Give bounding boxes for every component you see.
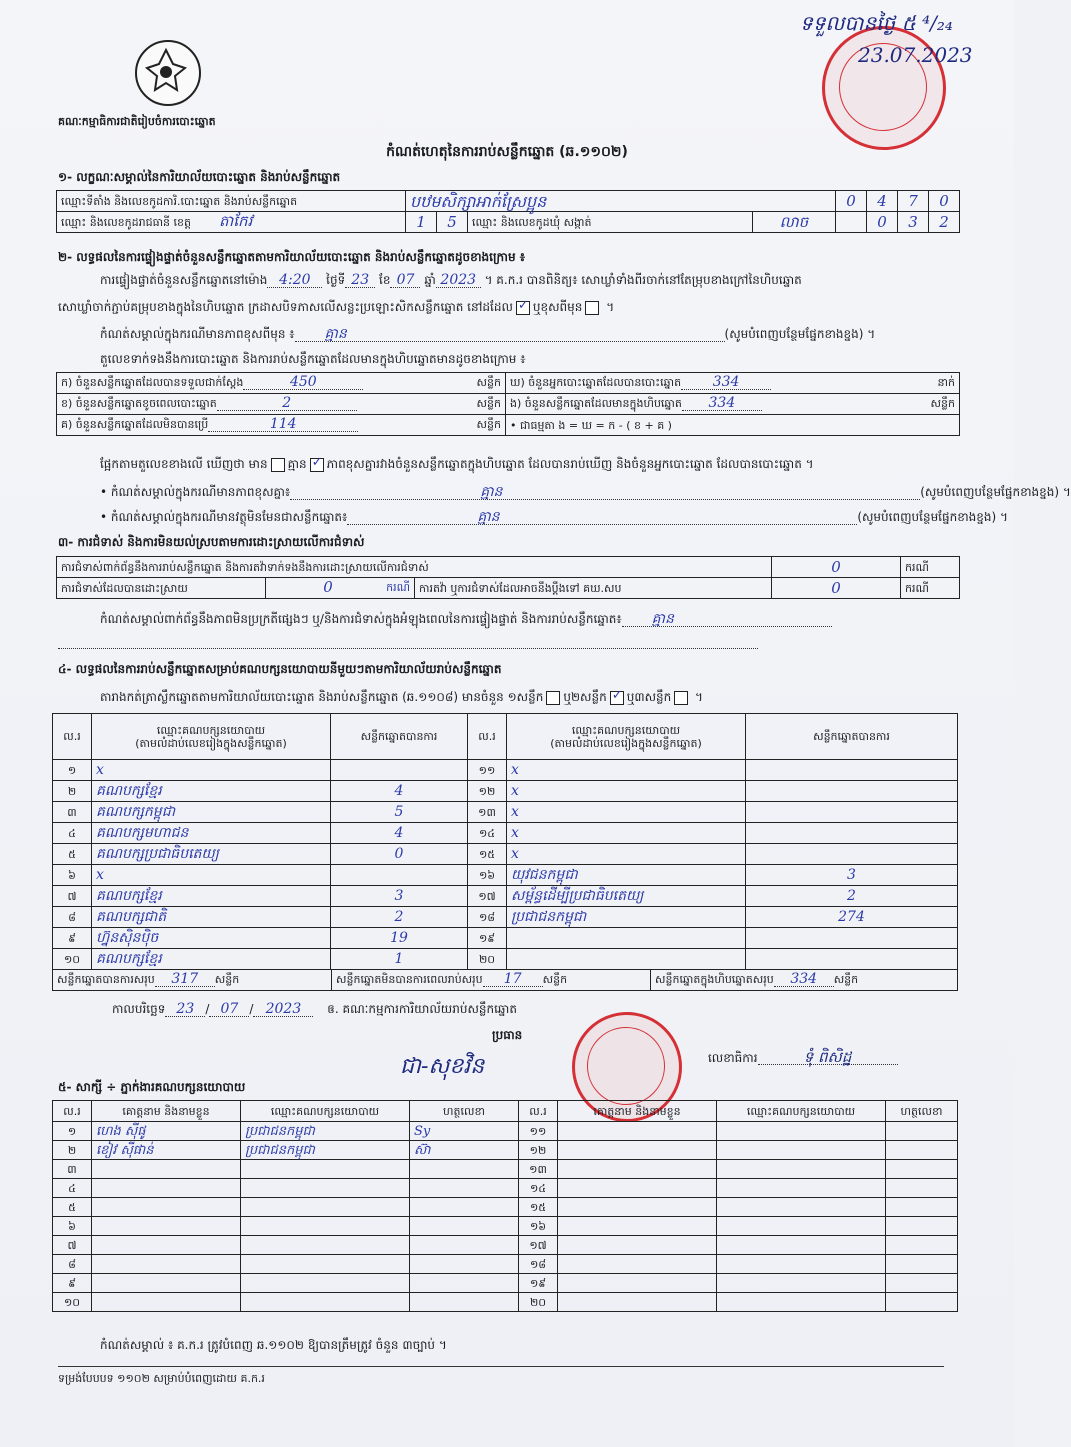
witness-name <box>558 1293 717 1312</box>
party-votes <box>746 802 958 823</box>
col-no-left: ល.រ <box>53 714 92 760</box>
seal-intact-checkbox[interactable] <box>516 301 530 315</box>
witness-party <box>241 1198 410 1217</box>
total-in-box: 334 <box>774 973 834 987</box>
witness-signature <box>886 1236 958 1255</box>
witness-party <box>241 1255 410 1274</box>
table-row <box>53 781 958 802</box>
row-no: ២ <box>53 1141 92 1160</box>
table-row <box>53 865 958 886</box>
spoiled-ballots: 2 <box>217 397 357 411</box>
row-no: ១ <box>53 1122 92 1141</box>
station-label: ឈ្មោះទីតាំង និងលេខកូដការិ.បោះឆ្នោត និងរាប់សន្លឹកឆ្នោត <box>57 191 406 212</box>
nec-logo <box>135 40 201 106</box>
diff-note-line: • កំណត់សម្គាល់ក្នុងករណីមានភាពខុសគ្នា៖ គ្មាន (សូមបំពេញបន្ថែមផ្នែកខាងខ្នង) ។ <box>100 484 1071 500</box>
witness-name <box>558 1274 717 1293</box>
province-code-1: 1 <box>406 212 437 233</box>
form-title: កំណត់ហេតុនៃការរាប់សន្លឹកឆ្នោត (ឆ.១១០២) <box>386 144 628 160</box>
witness-name <box>92 1293 241 1312</box>
party-votes <box>746 760 958 781</box>
table-row <box>53 844 958 865</box>
voters-count: 334 <box>681 376 771 390</box>
party-name: x <box>507 802 746 823</box>
table-row <box>53 1160 958 1179</box>
party-votes: 4 <box>331 823 468 844</box>
table-row <box>53 949 958 970</box>
table-row <box>53 802 958 823</box>
party-votes <box>746 949 958 970</box>
irregularity-note-line: កំណត់សម្គាល់ពាក់ព័ន្ធនឹងភាពមិនប្រក្រតីផ្សេងៗ ឬ/និងការជំទាស់ក្នុងអំឡុងពេលនៃការផ្ទៀងផ្ទាត់ និងការរាប់សន្លឹកឆ្នោត៖ គ្មាន <box>100 612 832 627</box>
row-no: ១៦ <box>519 1217 558 1236</box>
verify-month: 07 <box>390 273 420 288</box>
tally-intro: តារាងកត់ត្រាស្លឹកឆ្នោតតាមការិយាល័យបោះឆ្នោត និងរាប់សន្លឹកឆ្នោត (ឆ.១១០៨) មានចំនួន ១សន្លឹក ឬ២សន្លឹក✓ ឬ៣សន្លឹក ។ <box>100 690 703 705</box>
witness-signature <box>886 1217 958 1236</box>
row-no: ៦ <box>53 865 92 886</box>
witness-party <box>717 1160 886 1179</box>
witness-name <box>92 1274 241 1293</box>
received-date: 23.07.2023 <box>858 43 973 67</box>
row-no: ៧ <box>53 1236 92 1255</box>
witness-party <box>717 1198 886 1217</box>
sign-month: 07 <box>209 1002 249 1017</box>
witness-name <box>558 1255 717 1274</box>
witness-party <box>241 1217 410 1236</box>
section5-title: ៥- សាក្សី ÷ ភ្នាក់ងារគណបក្សនយោបាយ <box>58 1080 246 1094</box>
witness-name <box>92 1236 241 1255</box>
table-row <box>53 1255 958 1274</box>
received-ballots: 450 <box>243 376 363 390</box>
party-votes <box>331 865 468 886</box>
table-row <box>53 1217 958 1236</box>
row-no: ១៨ <box>519 1255 558 1274</box>
commune-code-2: 3 <box>898 212 929 233</box>
signing-date-line: កាលបរិច្ឆេទ 23 / 07 / 2023 ឲ. គណៈកម្មការការិយាល័យរាប់សន្លឹកឆ្នោត <box>112 1001 517 1017</box>
figures-intro: តួលេខទាក់ទងនឹងការបោះឆ្នោត និងការរាប់សន្លឹកឆ្នោតដែលមានក្នុងហិបឆ្នោតមានដូចខាងក្រោម ៖ <box>100 352 526 366</box>
witness-party <box>241 1179 410 1198</box>
table-row <box>53 1141 958 1160</box>
commune-label: ឈ្មោះ និងលេខកូដឃុំ សង្កាត់ <box>468 212 753 233</box>
party-name <box>507 928 746 949</box>
witness-signature <box>410 1198 519 1217</box>
witness-signature <box>410 1255 519 1274</box>
no-difference-checkbox[interactable] <box>310 458 324 472</box>
row-no: ១០ <box>53 1293 92 1312</box>
section2-title: ២- លទ្ធផលនៃការផ្ទៀងផ្ទាត់ចំនួនសន្លឹកឆ្នោតតាមការិយាល័យបោះឆ្នោត និងរាប់សន្លឹកឆ្នោតដូចខាងក្រោម ៖ <box>58 250 526 264</box>
witness-party <box>241 1293 410 1312</box>
table-row <box>53 760 958 781</box>
witness-party <box>717 1293 886 1312</box>
witness-signature <box>886 1122 958 1141</box>
party-votes: 2 <box>746 886 958 907</box>
party-votes: 19 <box>331 928 468 949</box>
party-name: x <box>92 865 331 886</box>
object-note-value: គ្មាន <box>347 510 857 525</box>
unused-ballots: 114 <box>208 418 358 432</box>
row-no: ៤ <box>53 823 92 844</box>
row-no: ១២ <box>519 1141 558 1160</box>
province-label: ឈ្មោះ និងលេខកូដរាជធានី ខេត្ត តាកែវ <box>57 212 406 233</box>
station-code-2: 4 <box>867 191 898 212</box>
witness-name <box>92 1160 241 1179</box>
row-no: ៨ <box>53 1255 92 1274</box>
party-name: គណបក្សខ្មែរ <box>92 781 331 802</box>
row-no: ១៩ <box>468 928 507 949</box>
row-no: ៣ <box>53 802 92 823</box>
footer-divider <box>58 1366 944 1367</box>
party-name: គណបក្សជាតិ <box>92 907 331 928</box>
object-note-line: • កំណត់សម្គាល់ក្នុងករណីមានវត្ថុមិនមែនជាសន្លឹកឆ្នោត៖ គ្មាន (សូមបំពេញបន្ថែមផ្នែកខាងខ្នង) ។ <box>100 509 1008 525</box>
row-no: ៧ <box>53 886 92 907</box>
row-no: ៩ <box>53 928 92 949</box>
witness-signature <box>410 1160 519 1179</box>
party-votes: 3 <box>746 865 958 886</box>
witness-party <box>717 1122 886 1141</box>
section3-title: ៣- ការជំទាស់ និងការមិនយល់ស្របតាមការដោះស្រាយលើការជំទាស់ <box>58 535 365 549</box>
witness-party <box>241 1160 410 1179</box>
station-code-3: 7 <box>898 191 929 212</box>
party-name: x <box>507 781 746 802</box>
seal-changed-checkbox[interactable] <box>585 301 599 315</box>
witness-name <box>558 1236 717 1255</box>
resolved-label: ការជំទាស់ដែលបានដោះស្រាយ <box>57 578 266 599</box>
irregularity-note-value: គ្មាន <box>622 612 832 627</box>
row-no: ១៨ <box>468 907 507 928</box>
witness-table: ល.រ គោត្តនាម និងនាមខ្លួន ឈ្មោះគណបក្សនយោបាយ ហត្ថលេខា ល.រ គោត្តនាម និងនាមខ្លួន ឈ្មោះគណបក្សនយោបាយ ហត្ថលេខា ១ ហេង ស៊ីផូ ប្រជាជនកម្ពុជា Sy ១១ ២ ខៀវ ស៊ីផាន់ ប្រជាជនកម្ពុជា ស៊ា ១២ ៣ ១៣ ៤ ១៤ ៥ ១៥ ៦ ១៦ ៧ ១៧ ៨ ១៨ ៩ ១៩ ១០ ២០ <box>52 1100 958 1312</box>
witness-signature <box>886 1293 958 1312</box>
row-no: ១៦ <box>468 865 507 886</box>
witness-signature <box>886 1179 958 1198</box>
witness-name <box>92 1217 241 1236</box>
party-name: ប្រជាជនកម្ពុជា <box>507 907 746 928</box>
row-no: ២០ <box>519 1293 558 1312</box>
verification-line: ការផ្ទៀងផ្ទាត់ចំនួនសន្លឹកឆ្នោតនៅម៉ោង 4:20 ថ្ងៃទី 23 ខែ 07 ឆ្នាំ 2023 ។ គ.ក.រ បានពិនិត្យ៖ សោឃ្លាំទាំងពីរចាក់នៅតែម្រុបខាងក្រៅនៃហិបឆ្នោត <box>100 272 802 288</box>
party-votes: 2 <box>331 907 468 928</box>
row-no: ១៥ <box>519 1198 558 1217</box>
table-row <box>53 1198 958 1217</box>
witness-name <box>92 1179 241 1198</box>
party-name: ហ្វ៊ុនស៊ិនប៉ិច <box>92 928 331 949</box>
party-name <box>507 949 746 970</box>
witness-name: ខៀវ ស៊ីផាន់ <box>92 1141 241 1160</box>
chair-signature: ជា-សុខវិន <box>400 1054 485 1079</box>
formula: • ជាធម្មតា ង = ឃ = ក - ( ខ + គ ) <box>506 415 960 436</box>
total-invalid: 17 <box>483 973 543 987</box>
appeal-label: ការតវ៉ា ឬការជំទាស់ដែលអាចនឹងប្តឹងទៅ គឃ.សប <box>415 578 772 599</box>
witness-name <box>92 1198 241 1217</box>
diff-note-value: គ្មាន <box>290 485 920 500</box>
row-no: ១៥ <box>468 844 507 865</box>
section1-title: ១- លក្ខណៈសម្គាល់នៃការិយាល័យបោះឆ្នោត និងរាប់សន្លឹកឆ្នោត <box>58 170 341 184</box>
section4-title: ៤- លទ្ធផលនៃការរាប់សន្លឹកឆ្នោតសម្រាប់គណបក្សនយោបាយនីមួយៗតាមការិយាល័យរាប់សន្លឹកឆ្នោត <box>58 662 502 676</box>
witness-signature <box>410 1274 519 1293</box>
witness-signature <box>886 1160 958 1179</box>
station-code-1: 0 <box>836 191 867 212</box>
party-results-table: ល.រ ឈ្មោះគណបក្សនយោបាយ (តាមលំដាប់លេខរៀងក្នុងសន្លឹកឆ្នោត) សន្លឹកឆ្នោតបានការ ល.រ ឈ្មោះគណបក្សនយោបាយ (តាមលំដាប់លេខរៀងក្នុងសន្លឹកឆ្នោត) សន្លឹកឆ្នោតបានការ ១ x ១១ x ២ គណបក្សខ្មែរ 4 ១២ x ៣ គណបក្សកម្ពុជា 5 ១៣ x ៤ គណបក្សមហាជន 4 ១៤ x ៥ គណបក្សប្រជាធិបតេយ្យ 0 ១៥ x ៦ x ១៦ យុវជនកម្ពុជា 3 ៧ គណបក្សខ្មែរ 3 ១៧ សម្ព័ន្ធដើម្បីប្រជាធិបតេយ្យ 2 ៨ គណបក្សជាតិ 2 ១៨ ប្រជាជនកម្ពុជា 274 ៩ ហ្វ៊ុនស៊ិនប៉ិច 19 ១៩ ១០ គណបក្សខ្មែរ 1 ២០ សន្លឹកឆ្នោតបានការសរុប 317 សន្លឹក សន្លឹកឆ្នោតមិនបានការពេលរាប់សរុប 17 សន្លឹក សន្លឹកឆ្នោតក្នុងហិបឆ្នោតសរុប 334 សន្លឹក <box>52 713 958 991</box>
party-votes: 5 <box>331 802 468 823</box>
party-votes: 1 <box>331 949 468 970</box>
party-name: x <box>507 844 746 865</box>
witness-name <box>558 1160 717 1179</box>
station-code-4: 0 <box>929 191 960 212</box>
station-info-table <box>56 190 960 233</box>
row-no: ២០ <box>468 949 507 970</box>
party-name: សម្ព័ន្ធដើម្បីប្រជាធិបតេយ្យ <box>507 886 746 907</box>
row-no: ១៣ <box>519 1160 558 1179</box>
witness-name <box>558 1198 717 1217</box>
total-valid: 317 <box>155 973 215 987</box>
table-row <box>53 1122 958 1141</box>
witness-party <box>717 1141 886 1160</box>
row-no: ៦ <box>53 1217 92 1236</box>
witness-name <box>92 1255 241 1274</box>
witness-party <box>241 1274 410 1293</box>
commune-code-1: 0 <box>867 212 898 233</box>
witness-party <box>717 1179 886 1198</box>
witness-signature <box>410 1236 519 1255</box>
witness-signature <box>886 1198 958 1217</box>
witness-party: ប្រជាជនកម្ពុជា <box>241 1122 410 1141</box>
witness-party: ប្រជាជនកម្ពុជា <box>241 1141 410 1160</box>
witness-party <box>717 1236 886 1255</box>
table-row <box>53 1236 958 1255</box>
row-no: ១៤ <box>468 823 507 844</box>
row-no: ៨ <box>53 907 92 928</box>
witness-name <box>558 1179 717 1198</box>
party-name: គណបក្សប្រជាធិបតេយ្យ <box>92 844 331 865</box>
row-no: ៤ <box>53 1179 92 1198</box>
row-no: ១ <box>53 760 92 781</box>
witness-party <box>717 1255 886 1274</box>
party-name: យុវជនកម្ពុជា <box>507 865 746 886</box>
witness-signature <box>886 1141 958 1160</box>
row-no: ១១ <box>519 1122 558 1141</box>
secretary-signature: ទុំ ពិសិដ្ឋ <box>758 1050 898 1065</box>
col-no-right: ល.រ <box>468 714 507 760</box>
ballots-in-box: 334 <box>682 397 762 411</box>
witness-signature: Sy <box>410 1122 519 1141</box>
station-name: បឋមសិក្សាអាក់ស្រែប្អូន <box>406 191 836 212</box>
table-row <box>53 928 958 949</box>
witness-party <box>717 1274 886 1293</box>
sign-year: 2023 <box>253 1002 313 1017</box>
objections-count: 0 <box>772 557 901 578</box>
witness-name <box>558 1141 717 1160</box>
commune-name: លាច <box>752 212 835 233</box>
party-votes: 4 <box>331 781 468 802</box>
party-votes: 274 <box>746 907 958 928</box>
secretary-line: លេខាធិការ ទុំ ពិសិដ្ឋ <box>708 1050 898 1065</box>
row-no: ៣ <box>53 1160 92 1179</box>
org-name: គណៈកម្មាធិការជាតិរៀបចំការបោះឆ្នោត <box>58 115 216 128</box>
party-name: x <box>507 760 746 781</box>
row-no: ១៣ <box>468 802 507 823</box>
party-votes <box>746 844 958 865</box>
table-row <box>53 1274 958 1293</box>
witness-signature <box>410 1217 519 1236</box>
appeal-count: 0 <box>772 578 901 599</box>
witness-signature: ស៊ា <box>410 1141 519 1160</box>
footnote: កំណត់សម្គាល់ ៖ គ.ក.រ ត្រូវបំពេញ ឆ.១១០២ ឱ្យបានត្រឹមត្រូវ ចំនួន ៣ច្បាប់ ។ <box>100 1338 447 1352</box>
three-sheets-checkbox[interactable] <box>674 691 688 705</box>
objections-label: ការជំទាស់ពាក់ព័ន្ធនឹងការរាប់សន្លឹកឆ្នោត និងការតវ៉ាទាក់ទងនឹងការដោះស្រាយលើការជំទាស់ <box>57 557 772 578</box>
witness-party <box>717 1217 886 1236</box>
resolved-count: 0 <box>323 578 333 596</box>
irregularity-note-line2 <box>58 638 758 652</box>
verify-day: 23 <box>345 273 375 288</box>
row-no: ៥ <box>53 844 92 865</box>
commune-code-3: 2 <box>929 212 960 233</box>
witness-signature <box>886 1274 958 1293</box>
party-name: គណបក្សខ្មែរ <box>92 949 331 970</box>
party-name: គណបក្សមហាជន <box>92 823 331 844</box>
has-difference-checkbox[interactable] <box>271 458 285 472</box>
witness-name: ហេង ស៊ីផូ <box>92 1122 241 1141</box>
ballot-figures-table: ក) ចំនួនសន្លឹកឆ្នោតដែលបានទទួលជាក់ស្តែង 450 សន្លឹក ឃ) ចំនួនអ្នកបោះឆ្នោតដែលបានបោះឆ្នោត 334 នាក់ ខ) ចំនួនសន្លឹកឆ្នោតខូចពេលបោះឆ្នោត 2 សន្លឹក ង) ចំនួនសន្លឹកឆ្នោតដែលមានក្នុងហិបឆ្នោត 334 សន្លឹក គ) ចំនួនសន្លឹកឆ្នោតដែលមិនបានប្រើ 114 សន្លឹក • ជាធម្មតា ង = ឃ = ក - ( ខ + គ ) <box>56 372 960 436</box>
verify-time: 4:20 <box>267 273 322 288</box>
party-name: គណបក្សខ្មែរ <box>92 886 331 907</box>
row-no: ១៧ <box>468 886 507 907</box>
party-votes <box>746 928 958 949</box>
form-footer: ទម្រង់បែបបទ ១១០២ សម្រាប់បំពេញដោយ គ.ក.រ <box>58 1372 265 1385</box>
chair-label: ប្រធាន <box>492 1028 523 1042</box>
sign-day: 23 <box>165 1002 205 1017</box>
table-row <box>53 886 958 907</box>
received-note: ទទួលបានថ្ងៃ ៥ ⁴/₂₄ <box>800 11 953 35</box>
witness-party <box>241 1236 410 1255</box>
table-row <box>53 823 958 844</box>
row-no: ៥ <box>53 1198 92 1217</box>
difference-note-value: គ្មាន <box>295 327 725 342</box>
seal-line: សោឃ្លាំចាក់ភ្ជាប់គម្រុបខាងក្នុងនៃហិបឆ្នោត ក្រដាសបិទភាសលើសន្លះប្រឡោះសិកសន្លឹកឆ្នោត នៅដដែល✓ ឬខុសពីមុន ។ <box>58 300 614 315</box>
row-no: ១៩ <box>519 1274 558 1293</box>
witness-signature <box>410 1179 519 1198</box>
party-votes <box>331 760 468 781</box>
party-votes <box>746 781 958 802</box>
verify-year: 2023 <box>436 273 481 288</box>
witness-signature <box>886 1255 958 1274</box>
province-code-2: 5 <box>437 212 468 233</box>
province-name: តាកែវ <box>219 212 253 230</box>
party-votes: 0 <box>331 844 468 865</box>
witness-name <box>558 1122 717 1141</box>
witness-signature <box>410 1293 519 1312</box>
party-votes <box>746 823 958 844</box>
row-no: ២ <box>53 781 92 802</box>
table-row <box>53 1293 958 1312</box>
table-row <box>53 907 958 928</box>
party-name: x <box>507 823 746 844</box>
compare-line: ផ្អែកតាមតួលេខខាងលើ ឃើញថា មាន គ្មាន✓ ភាពខុសគ្នារវាងចំនួនសន្លឹកឆ្នោតក្នុងហិបឆ្នោត ដែលបានរាប់ឃើញ និងចំនួនអ្នកបោះឆ្នោត ដែលបានបោះឆ្នោត ។ <box>100 457 814 472</box>
difference-note-line: កំណត់សម្គាល់ក្នុងករណីមានភាពខុសពីមុន ៖ គ្មាន (សូមបំពេញបន្ថែមផ្នែកខាងខ្នង) ។ <box>100 326 876 342</box>
row-no: ១៧ <box>519 1236 558 1255</box>
row-no: ៩ <box>53 1274 92 1293</box>
table-row <box>53 1179 958 1198</box>
two-sheets-checkbox[interactable] <box>610 691 624 705</box>
one-sheet-checkbox[interactable] <box>546 691 560 705</box>
row-no: ១០ <box>53 949 92 970</box>
party-votes: 3 <box>331 886 468 907</box>
row-no: ១៤ <box>519 1179 558 1198</box>
witness-name <box>558 1217 717 1236</box>
objections-table: ការជំទាស់ពាក់ព័ន្ធនឹងការរាប់សន្លឹកឆ្នោត និងការតវ៉ាទាក់ទងនឹងការដោះស្រាយលើការជំទាស់ 0 ករណី ការជំទាស់ដែលបានដោះស្រាយ 0 ករណី ការតវ៉ា ឬការជំទាស់ដែលអាចនឹងប្តឹងទៅ គឃ.សប 0 ករណី <box>56 556 960 599</box>
row-no: ១១ <box>468 760 507 781</box>
row-no: ១២ <box>468 781 507 802</box>
party-name: x <box>92 760 331 781</box>
party-name: គណបក្សកម្ពុជា <box>92 802 331 823</box>
